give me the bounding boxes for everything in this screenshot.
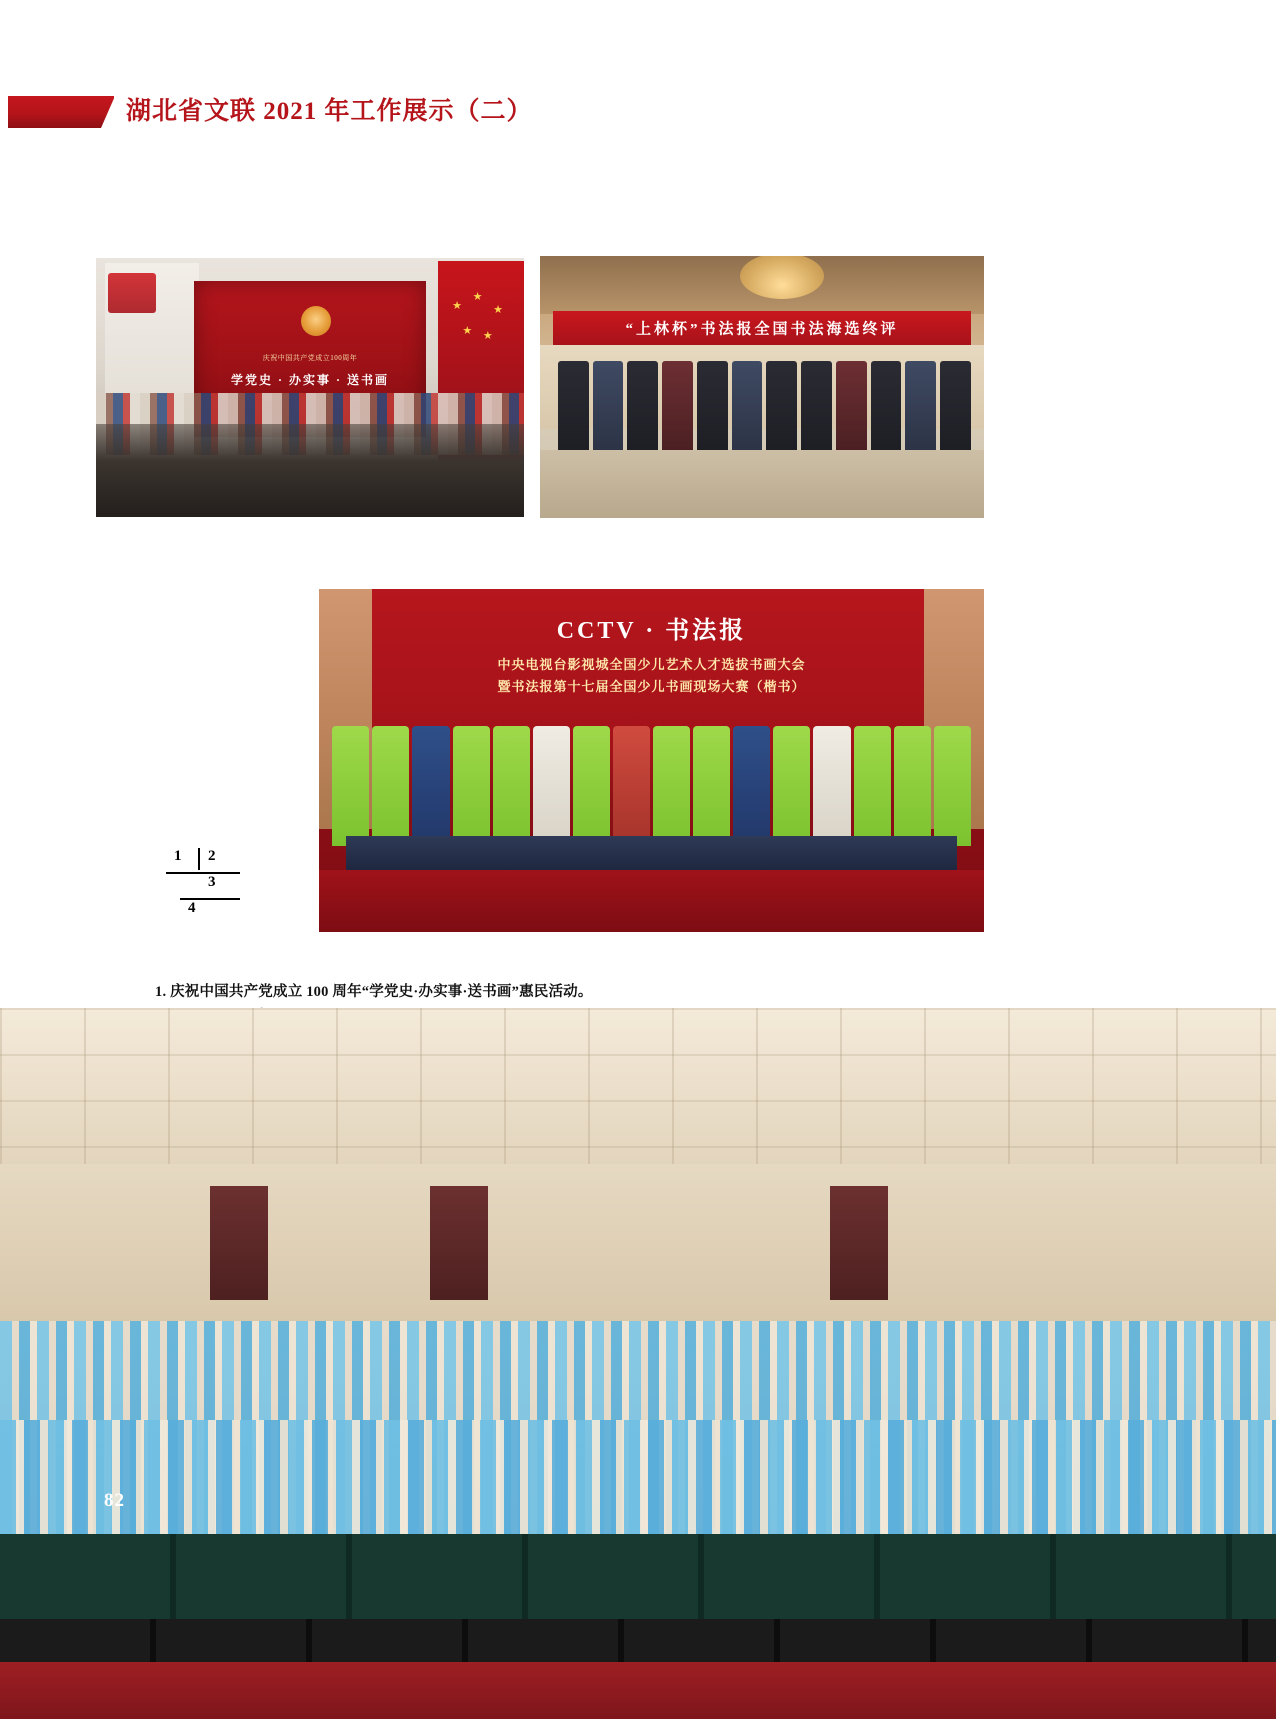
caption-item: 1. 庆祝中国共产党成立 100 周年“学党史·办实事·送书画”惠民活动。 bbox=[155, 984, 593, 1000]
figure-3-child bbox=[813, 726, 850, 846]
figure-3-child bbox=[533, 726, 570, 846]
figure-3-carpet bbox=[319, 870, 984, 932]
figure-4-door bbox=[210, 1186, 268, 1300]
figure-3-child bbox=[453, 726, 490, 846]
figure-4-door bbox=[430, 1186, 488, 1300]
figure-2-person bbox=[627, 361, 658, 455]
figure-4-ceiling-grid bbox=[0, 1008, 1276, 1164]
star-icon: ★ bbox=[472, 291, 483, 304]
figure-2-group-row bbox=[558, 361, 971, 455]
figure-2-person bbox=[697, 361, 728, 455]
figure-4-door bbox=[830, 1186, 888, 1300]
figure-3-child bbox=[854, 726, 891, 846]
figure-4-carpet bbox=[0, 1662, 1276, 1719]
figure-4-back-wall bbox=[0, 1164, 1276, 1335]
page-title: 湖北省文联 2021 年工作展示（二） bbox=[126, 98, 533, 125]
figure-3-child bbox=[613, 726, 650, 846]
figure-3-child bbox=[733, 726, 770, 846]
figure-3-child bbox=[693, 726, 730, 846]
figure-2-person bbox=[732, 361, 763, 455]
figure-3-child bbox=[412, 726, 449, 846]
figure-key-label-2: 2 bbox=[208, 848, 216, 864]
figure-2-person bbox=[558, 361, 589, 455]
figure-2-person bbox=[836, 361, 867, 455]
figure-2-dome-light bbox=[740, 256, 824, 299]
figure-3-child bbox=[653, 726, 690, 846]
figure-1-banner-title: 学党史 · 办实事 · 送书画 bbox=[230, 373, 389, 388]
figure-3-children-row bbox=[332, 726, 970, 846]
figure-2-person bbox=[940, 361, 971, 455]
figure-key bbox=[166, 848, 240, 934]
figure-2-person bbox=[662, 361, 693, 455]
figure-key-label-3: 3 bbox=[208, 874, 216, 890]
figure-2-banner-title: “上林杯”书法报全国书法海选终评 bbox=[625, 321, 899, 338]
figure-1-emblem-icon bbox=[301, 306, 331, 336]
figure-3-child bbox=[894, 726, 931, 846]
figure-2-floor bbox=[540, 450, 984, 518]
figure-4-photo bbox=[0, 1008, 1276, 1719]
figure-2-photo bbox=[540, 256, 984, 518]
figure-1-banner-subtitle: 庆祝中国共产党成立100周年 bbox=[262, 353, 358, 362]
figure-1-anniversary-logo bbox=[108, 273, 156, 313]
figure-key-label-1: 1 bbox=[174, 848, 182, 864]
star-icon: ★ bbox=[493, 304, 504, 317]
star-icon: ★ bbox=[462, 325, 473, 338]
figure-2-person bbox=[766, 361, 797, 455]
figure-2-person bbox=[905, 361, 936, 455]
figure-3-logo-text: CCTV · 书法报 bbox=[556, 617, 747, 644]
star-icon: ★ bbox=[482, 329, 493, 342]
figure-2-person bbox=[801, 361, 832, 455]
figure-1-photo bbox=[96, 258, 524, 517]
figure-3-child bbox=[372, 726, 409, 846]
figure-2-person bbox=[871, 361, 902, 455]
figure-3-child bbox=[493, 726, 530, 846]
figure-3-child bbox=[332, 726, 369, 846]
figure-2-person bbox=[593, 361, 624, 455]
figure-2-ceiling bbox=[540, 256, 984, 314]
header-accent-bar bbox=[8, 96, 114, 128]
page-number: 82 bbox=[104, 1490, 125, 1511]
figure-3-child bbox=[573, 726, 610, 846]
figure-3-table bbox=[346, 836, 958, 870]
figure-3-banner-line1: 中央电视台影视城全国少儿艺术人才选拔书画大会 bbox=[497, 657, 806, 673]
figure-2-banner bbox=[553, 311, 970, 345]
figure-key-divider-vertical bbox=[198, 848, 200, 870]
figure-key-divider-1 bbox=[166, 872, 240, 874]
figure-3-child bbox=[934, 726, 971, 846]
figure-3-child bbox=[773, 726, 810, 846]
page-header bbox=[0, 96, 1276, 132]
figure-3-photo bbox=[319, 589, 984, 932]
figure-3-banner-line2: 暨书法报第十七届全国少儿书画现场大赛（楷书） bbox=[497, 679, 806, 695]
star-icon: ★ bbox=[452, 299, 462, 312]
figure-1-audience bbox=[96, 424, 524, 517]
figure-key-label-4: 4 bbox=[188, 900, 196, 916]
